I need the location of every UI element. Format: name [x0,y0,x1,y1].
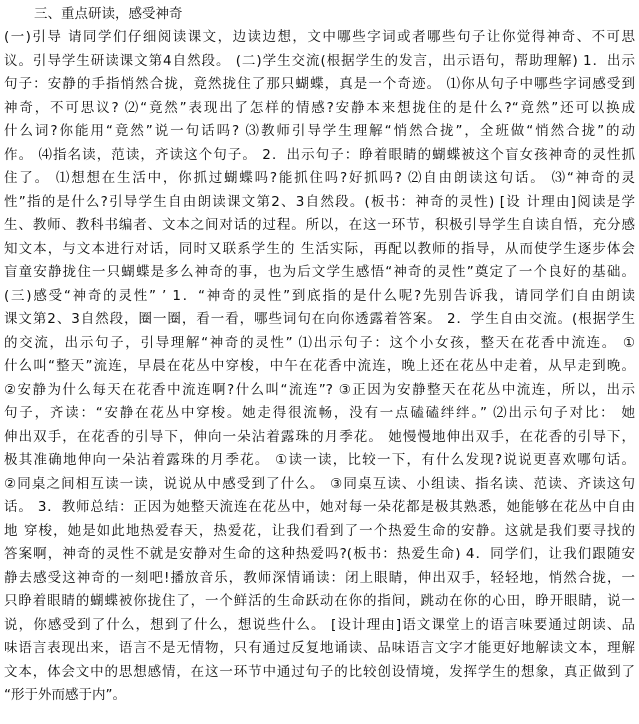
text-line: 只睁着眼睛的蝴蝶被你拢住了，一个鲜活的生命跃动在你的指间，跳动在你的心田，睁开眼睛，说一 [4,593,635,609]
text-line: 作。 ⑷指名读，范读，齐读这个句子。 2．出示句子：睁着眼睛的蝴蝶被这个盲女孩神奇的灵性抓 [4,146,635,163]
text-line: 什么叫“整天”流连，早晨在花丛中穿梭，中午在花香中流连，晚上还在花丛中走着，从早走到晚。 [4,358,635,374]
text-line: 生、教师、教科书编者、文本之间对话的过程。所以，在这一环节，积极引导学生自读自悟，充分感 [4,217,635,233]
document-body [4,26,635,708]
text-line: 说，你感受到了什么，想到了什么，想说些什么。 [设计理由]语文课堂上的语言味要通过朗读、品 [4,616,635,633]
text-line: ②同桌之间相互读一读，说说从中感受到了什么。 ③同桌互读、小组读、指名读、范读、齐读这句 [4,475,635,492]
text-line: 文本，体会文中的思想感情，在这一环节中通过句子的比较创设情境，发挥学生的想象，真正做到了 [4,663,635,680]
text-line: 静去感受这神奇的一刻吧!播放音乐，教师深情诵读：闭上眼睛，伸出双手，轻轻地，悄然合拢，一 [4,569,635,586]
text-line: 什么词?你能用“竟然”说一句话吗? ⑶教师引导学生理解“悄然合拢”，全班做“悄然合拢”的动 [4,123,635,139]
text-line: ②安静为什么每天在花香中流连啊?什么叫“流连”? ③正因为安静整天在花丛中流连，所以，出示 [4,381,635,398]
text-line: 答案啊，神奇的灵性不就是安静对生命的这种热爱吗?(板书：热爱生命) 4．同学们，让我们跟随安 [4,546,635,562]
text-line: (三)感受“神奇的灵性” ’ 1．“神奇的灵性”到底指的是什么呢?先别告诉我，请同学们自由朗读 [4,287,635,304]
text-line: 味语言表现出来，语言不是无情物，只有通过反复地诵读、品味语言文字才能更好地解读文本，理解 [4,640,635,656]
text-line: 的交流，出示句子，引导理解“神奇的灵性” ⑴出示句子：这个小女孩，整天在花香中流连。 ① [4,334,635,351]
text-line: 句子，齐读：“安静在花丛中穿梭。她走得很流畅，没有一点磕磕绊绊。” ⑵出示句子对比： 她 [4,405,635,421]
text-line: 伸出双手，在花香的引导下，伸向一朵沾着露珠的月季花。 她慢慢地伸出双手，在花香的引导下， [4,428,635,445]
text-line: 话。 3．教师总结：正因为她整天流连在花丛中，她对每一朵花都是极其熟悉，她能够在花丛中自由 [4,499,635,515]
text-line: 神奇，不可思议? ⑵“竟然”表现出了怎样的情感?安静本来想拢住的是什么?“竟然”还可以换成 [4,99,635,116]
text-line: 地 穿梭，她是如此地热爱春天，热爱花，让我们看到了一个热爱生命的安静。这就是我们要寻找的 [4,522,635,539]
text-line: 议。引导学生研读课文第4自然段。 (二)学生交流(根据学生的发言，出示语句，帮助理解) 1．出示 [4,52,635,69]
text-line: 性”指的是什么?引导学生自由朗读课文第2、3自然段。(板书：神奇的灵性) [设 计理由]阅读是学 [4,193,635,210]
text-line: (一)引导 请同学们仔细阅读课文，边读边想，文中哪些字词或者哪些句子让你觉得神奇、不可思 [4,29,635,45]
text-line: 盲童安静拢住一只蝴蝶是多么神奇的事，也为后文学生感悟“神奇的灵性”奠定了一个良好的基础。 [4,264,635,280]
text-line: 课文第2、3自然段，圈一圈，看一看，哪些词句在向你透露着答案。 2．学生自由交流。(根据学生 [4,311,635,327]
text-line: 极其准确地伸向一朵沾着露珠的月季花。 ①读一读，比较一下，有什么发现?说说更喜欢哪句话。 [4,452,635,468]
section-heading: 三、重点研读，感受神奇 [34,6,183,22]
text-line: 句子：安静的手指悄然合拢，竟然拢住了那只蝴蝶，真是一个奇迹。 ⑴你从句子中哪些字词感受到 [4,76,635,92]
text-line: “形于外而感于内”。 [4,687,126,703]
text-line: 知文本，与文本进行对话，同时又联系学生的 生活实际，再配以教师的指导，从而使学生逐步体会 [4,240,635,257]
text-line: 住了。 ⑴想想在生活中，你抓过蝴蝶吗?能抓住吗?好抓吗? ⑵自由朗读这句话。 ⑶“神奇的灵 [4,170,635,186]
